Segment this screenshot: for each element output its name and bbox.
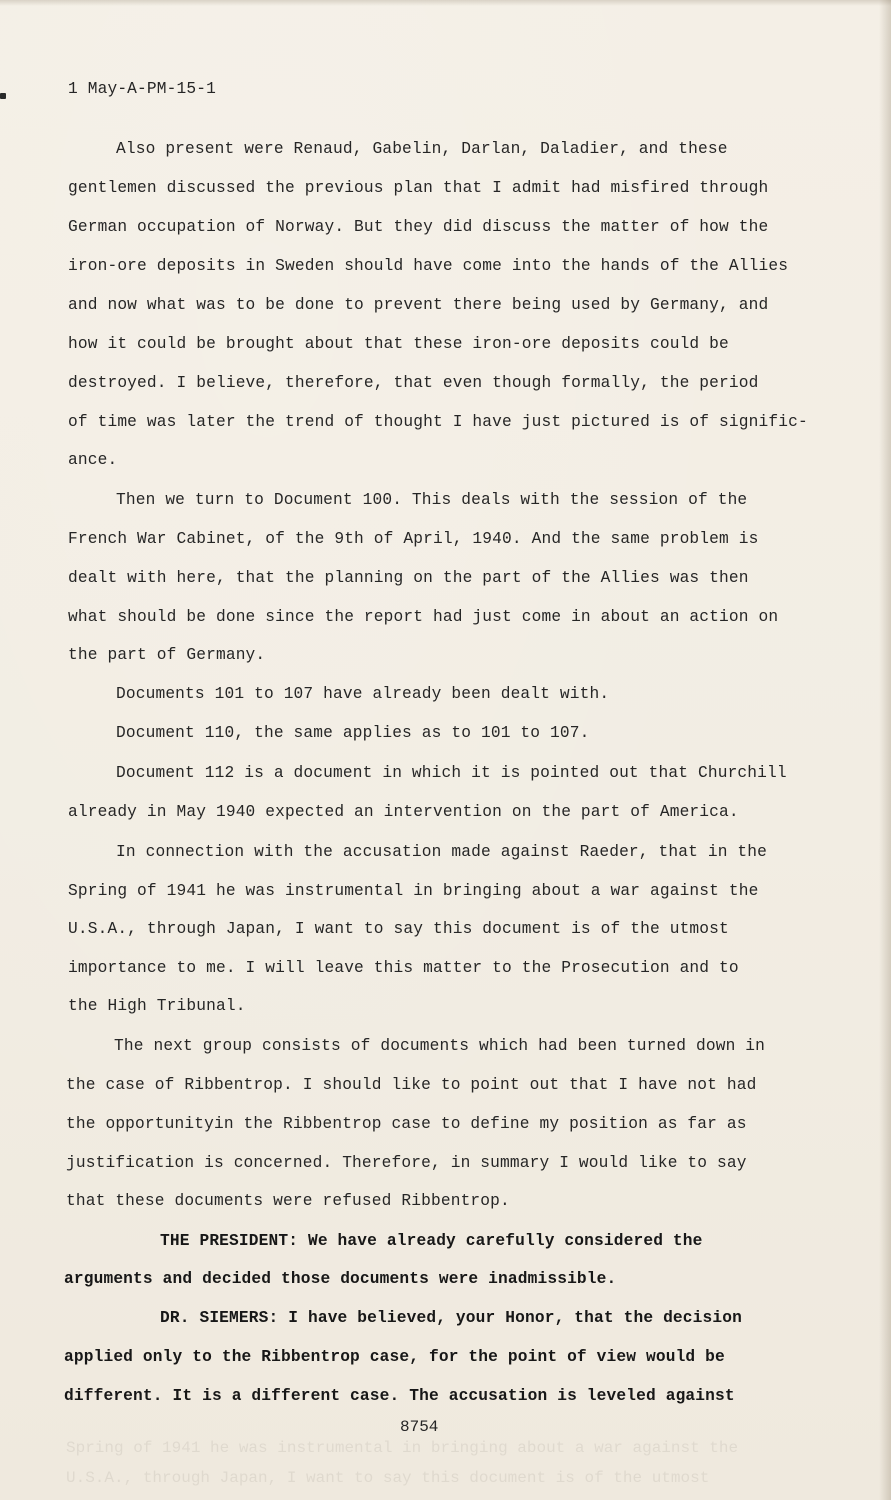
text-line: the opportunityin the Ribbentrop case to define my position as far as: [66, 1115, 747, 1133]
text-line: gentlemen discussed the previous plan that I admit had misfired through: [68, 179, 769, 197]
text-line: that these documents were refused Ribbentrop.: [66, 1192, 510, 1210]
text-line: what should be done since the report had just come in about an action on: [68, 608, 779, 626]
text-line: In connection with the accusation made against Raeder, that in the: [116, 843, 768, 861]
page-reference: 1 May-A-PM-15-1: [68, 80, 216, 98]
text-line: applied only to the Ribbentrop case, for the point of view would be: [64, 1348, 725, 1366]
text-line: the part of Germany.: [68, 646, 266, 664]
text-line: Then we turn to Document 100. This deals with the session of the: [116, 491, 748, 509]
text-line: German occupation of Norway. But they did discuss the matter of how the: [68, 218, 769, 236]
page-number: 8754: [400, 1418, 439, 1436]
text-line: French War Cabinet, of the 9th of April, 1940. And the same problem is: [68, 530, 759, 548]
text-line: U.S.A., through Japan, I want to say this document is of the utmost: [68, 920, 729, 938]
paper-right-edge: [879, 0, 891, 1500]
bleed-through-text: U.S.A., through Japan, I want to say this document is of the utmost: [66, 1469, 710, 1487]
text-line: DR. SIEMERS: I have believed, your Honor, that the decision: [160, 1309, 742, 1327]
text-line: already in May 1940 expected an intervention on the part of America.: [68, 803, 739, 821]
text-line: importance to me. I will leave this matter to the Prosecution and to: [68, 959, 739, 977]
bleed-through-text: Spring of 1941 he was instrumental in bringing about a war against the: [66, 1439, 739, 1457]
margin-mark: [0, 93, 6, 99]
text-line: Documents 101 to 107 have already been dealt with.: [116, 685, 610, 703]
text-line: the case of Ribbentrop. I should like to point out that I have not had: [66, 1076, 757, 1094]
text-line: arguments and decided those documents were inadmissible.: [64, 1270, 617, 1288]
text-line: and now what was to be done to prevent there being used by Germany, and: [68, 296, 769, 314]
paper-top-edge: [0, 0, 891, 6]
text-line: dealt with here, that the planning on the part of the Allies was then: [68, 569, 749, 587]
text-line: Document 110, the same applies as to 101 to 107.: [116, 724, 590, 742]
text-line: of time was later the trend of thought I have just pictured is of signific-: [68, 413, 808, 431]
text-line: Document 112 is a document in which it is pointed out that Churchill: [116, 764, 787, 782]
text-line: THE PRESIDENT: We have already carefully considered the: [160, 1232, 703, 1250]
text-line: iron-ore deposits in Sweden should have come into the hands of the Allies: [68, 257, 789, 275]
text-line: destroyed. I believe, therefore, that even though formally, the period: [68, 374, 759, 392]
text-line: Also present were Renaud, Gabelin, Darlan, Daladier, and these: [116, 140, 728, 158]
text-line: different. It is a different case. The accusation is leveled against: [64, 1387, 735, 1405]
text-line: justification is concerned. Therefore, in summary I would like to say: [66, 1154, 747, 1172]
text-line: ance.: [68, 451, 118, 469]
text-line: how it could be brought about that these iron-ore deposits could be: [68, 335, 729, 353]
text-line: Spring of 1941 he was instrumental in bringing about a war against the: [68, 882, 759, 900]
text-line: the High Tribunal.: [68, 997, 246, 1015]
text-line: The next group consists of documents which had been turned down in: [114, 1037, 766, 1055]
